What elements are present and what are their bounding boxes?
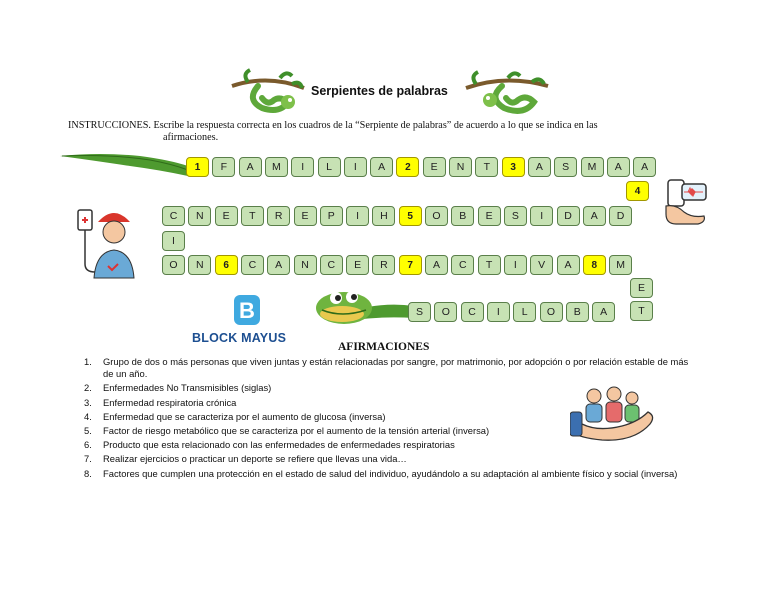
clue-number-cell[interactable]: 8	[583, 255, 606, 275]
afirmacion-text: Enfermedad respiratoria crónica	[103, 396, 237, 408]
letter-cell[interactable]: T	[475, 157, 498, 177]
letter-cell[interactable]: A	[592, 302, 615, 322]
letter-cell[interactable]: O	[162, 255, 185, 275]
afirmacion-number: 5.	[84, 425, 92, 437]
letter-cell[interactable]: M	[265, 157, 288, 177]
afirmacion-item	[84, 382, 696, 394]
snake-branch-left-icon	[228, 66, 308, 116]
letter-cell[interactable]: T	[241, 206, 264, 226]
afirmacion-text: Factores que cumplen una protección en el estado de salud del individuo, ayudándolo a su adaptación al ambiente físico y social (inversa)	[103, 467, 678, 479]
afirmacion-item	[84, 356, 696, 380]
letter-cell[interactable]: D	[609, 206, 632, 226]
afirmacion-text: Producto que esta relacionado con las enfermedades de enfermedades respiratorias	[103, 439, 455, 451]
letter-cell[interactable]: H	[372, 206, 395, 226]
afirmacion-number: 3.	[84, 396, 92, 408]
instructions-line-1: INSTRUCCIONES. Escribe la respuesta correcta en los cuadros de la “Serpiente de palabras” de acuerdo a lo que se indica en las	[68, 120, 598, 131]
letter-cell[interactable]: N	[294, 255, 317, 275]
letter-cell[interactable]: C	[241, 255, 264, 275]
afirmacion-item	[84, 425, 696, 437]
afirmacion-item	[84, 453, 696, 465]
afirmacion-text: Enfermedad que se caracteriza por el aumento de glucosa (inversa)	[103, 410, 386, 422]
letter-cell[interactable]: A	[583, 206, 606, 226]
letter-cell[interactable]: I	[291, 157, 314, 177]
letter-cell[interactable]: T	[630, 301, 653, 321]
letter-cell[interactable]: S	[408, 302, 431, 322]
afirmacion-text: Factor de riesgo metabólico que se caracteriza por el aumento de la tensión arterial (inversa)	[103, 425, 490, 437]
letter-cell[interactable]: I	[487, 302, 510, 322]
clue-number-cell[interactable]: 7	[399, 255, 422, 275]
afirmacion-number: 6.	[84, 439, 92, 451]
brand-name: BLOCK MAYUS	[192, 331, 287, 345]
clue-number-cell[interactable]: 1	[186, 157, 209, 177]
letter-cell[interactable]: C	[461, 302, 484, 322]
letter-cell[interactable]: S	[554, 157, 577, 177]
letter-cell[interactable]: I	[504, 255, 527, 275]
afirmacion-text: Grupo de dos o más personas que viven juntas y están relacionadas por sangre, por matrimonio, por adopción o por relación estable de más de un año.	[103, 356, 689, 380]
letter-cell[interactable]: A	[528, 157, 551, 177]
clue-number-cell[interactable]: 4	[626, 181, 649, 201]
letter-cell[interactable]: C	[451, 255, 474, 275]
brand-logo-letter: B	[239, 298, 255, 323]
brand-logo-icon	[232, 293, 262, 327]
letter-cell[interactable]: C	[320, 255, 343, 275]
clue-number-cell[interactable]: 5	[399, 206, 422, 226]
letter-cell[interactable]: L	[318, 157, 341, 177]
afirmacion-item	[84, 411, 696, 423]
page-title: Serpientes de palabras	[311, 84, 448, 98]
afirmacion-number: 8.	[84, 467, 92, 479]
letter-cell[interactable]: A	[557, 255, 580, 275]
patient-icon	[74, 206, 138, 282]
letter-cell[interactable]: T	[478, 255, 501, 275]
letter-cell[interactable]: O	[425, 206, 448, 226]
instructions	[68, 120, 708, 144]
afirmaciones-list	[84, 356, 696, 482]
afirmaciones-title: AFIRMACIONES	[338, 341, 430, 353]
letter-cell[interactable]: M	[581, 157, 604, 177]
letter-cell[interactable]: L	[513, 302, 536, 322]
letter-cell[interactable]: E	[346, 255, 369, 275]
letter-cell[interactable]: O	[434, 302, 457, 322]
letter-cell[interactable]: N	[188, 255, 211, 275]
letter-cell[interactable]: R	[267, 206, 290, 226]
letter-cell[interactable]: E	[423, 157, 446, 177]
snake-head-icon	[314, 284, 414, 328]
clue-number-cell[interactable]: 6	[215, 255, 238, 275]
letter-cell[interactable]: E	[215, 206, 238, 226]
letter-cell[interactable]: A	[425, 255, 448, 275]
letter-cell[interactable]: S	[504, 206, 527, 226]
heart-phone-icon	[662, 178, 710, 226]
clue-number-cell[interactable]: 3	[502, 157, 525, 177]
afirmacion-number: 1.	[84, 356, 92, 367]
letter-cell[interactable]: A	[267, 255, 290, 275]
afirmacion-item	[84, 468, 696, 480]
letter-cell[interactable]: E	[294, 206, 317, 226]
letter-cell[interactable]: E	[478, 206, 501, 226]
letter-cell[interactable]: A	[607, 157, 630, 177]
letter-cell[interactable]: I	[162, 231, 185, 251]
letter-cell[interactable]: I	[344, 157, 367, 177]
afirmacion-number: 7.	[84, 453, 92, 465]
letter-cell[interactable]: E	[630, 278, 653, 298]
letter-cell[interactable]: R	[372, 255, 395, 275]
letter-cell[interactable]: B	[451, 206, 474, 226]
letter-cell[interactable]: P	[320, 206, 343, 226]
letter-cell[interactable]: A	[370, 157, 393, 177]
instructions-line-2: afirmaciones.	[163, 132, 219, 143]
letter-cell[interactable]: A	[633, 157, 656, 177]
letter-cell[interactable]: D	[557, 206, 580, 226]
letter-cell[interactable]: I	[346, 206, 369, 226]
afirmacion-item	[84, 397, 696, 409]
letter-cell[interactable]: V	[530, 255, 553, 275]
letter-cell[interactable]: B	[566, 302, 589, 322]
letter-cell[interactable]: N	[449, 157, 472, 177]
afirmacion-text: Realizar ejercicios o practicar un deporte se refiere que llevas una vida…	[103, 453, 407, 465]
letter-cell[interactable]: F	[212, 157, 235, 177]
letter-cell[interactable]: A	[239, 157, 262, 177]
letter-cell[interactable]: I	[530, 206, 553, 226]
snake-branch-right-icon	[462, 66, 552, 116]
letter-cell[interactable]: M	[609, 255, 632, 275]
afirmacion-number: 2.	[84, 382, 92, 394]
afirmacion-text: Enfermedades No Transmisibles (siglas)	[103, 382, 272, 394]
snake-tail-icon	[60, 148, 190, 178]
afirmacion-item	[84, 439, 696, 451]
letter-cell[interactable]: N	[188, 206, 211, 226]
clue-number-cell[interactable]: 2	[396, 157, 419, 177]
letter-cell[interactable]: O	[540, 302, 563, 322]
afirmacion-number: 4.	[84, 410, 92, 422]
letter-cell[interactable]: C	[162, 206, 185, 226]
